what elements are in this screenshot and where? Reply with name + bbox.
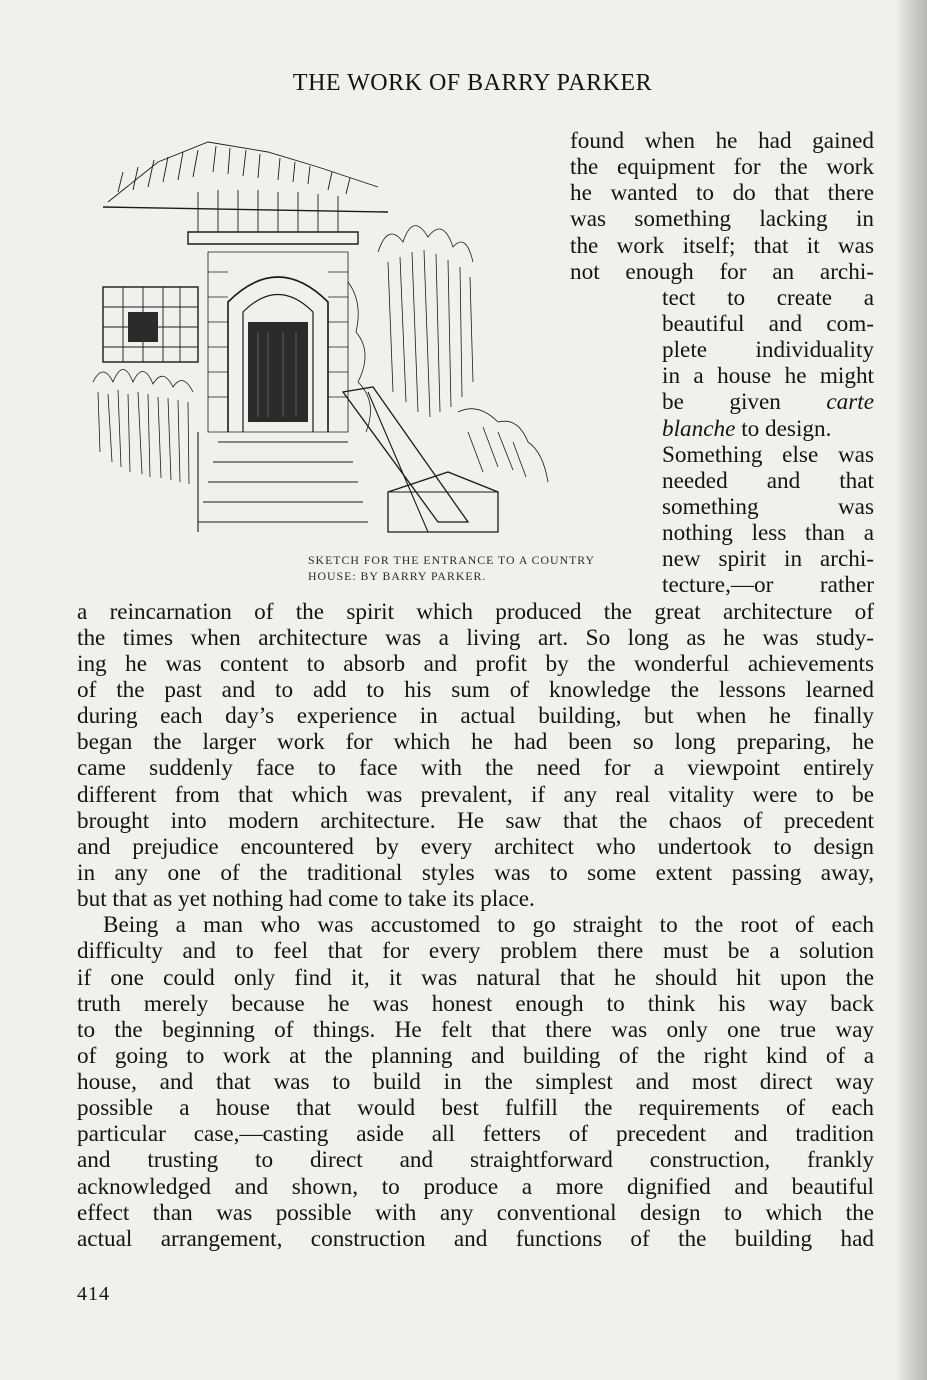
text-line: Being a man who was accustomed to go straight to the root of each [103,912,874,939]
text-line: needed and that [662,467,874,494]
caption-line-2: HOUSE: BY BARRY PARKER. [308,569,487,583]
running-head-title: THE WORK OF BARRY PARKER [292,70,653,96]
text-line: nothing less than a [662,520,874,547]
text-line: house, and that was to build in the simplest and most direct way [77,1069,874,1096]
text-line: effect than was possible with any conventional design to which the [77,1199,874,1226]
text-line: acknowledged and shown, to produce a more dignified and beautiful [77,1173,874,1200]
text-line: but that as yet nothing had come to take its place. [77,886,535,913]
wrap-block-b [77,285,874,599]
text-line: in a house he might [662,363,874,390]
text-line-italic [77,389,874,415]
text-line: tect to create a [662,284,874,311]
text-line: new spirit in archi- [662,546,874,573]
italic-blanche: blanche [662,415,736,442]
text-line: and prejudice encountered by every architect who undertook to design [77,833,874,860]
text-line: tecture,—or rather [662,572,874,599]
text-line: came suddenly face to face with the need for a viewpoint entirely [77,755,874,782]
text-line: something was [662,493,874,520]
page-edge-shadow [897,0,927,1380]
text-line: and trusting to direct and straightforward construction, frankly [77,1147,874,1174]
text-line: he wanted to do that there [570,180,874,207]
text-line: was something lacking in [570,206,874,233]
text-line: found when he had gained [570,128,874,154]
text-line: difficulty and to feel that for every problem there must be a solution [77,938,874,965]
italic-carte: carte [826,389,874,416]
text-line: beautiful and com- [662,310,874,337]
text-line: the equipment for the work [570,154,874,181]
page-number: 414 [77,1283,110,1305]
text-line: of the past and to add to his sum of knowledge the lessons learned [77,676,874,703]
text-line: of going to work at the planning and building of the right kind of a [77,1042,874,1069]
caption-line-1: SKETCH FOR THE ENTRANCE TO A COUNTRY [308,553,596,567]
text-line: the times when architecture was a living art. So long as he was study- [77,624,874,651]
text-line: a reincarnation of the spirit which produced the great architecture of [77,598,874,625]
text-line: plete individuality [662,337,874,364]
text-line: ing he was content to absorb and profit by the wonderful achievements [77,650,874,677]
paragraph-1 [77,599,874,913]
text-line: Something else was [662,441,874,468]
text-fragment: be given [662,389,827,416]
text-line: in any one of the traditional styles was to some extent passing away, [77,859,874,886]
text-line: actual arrangement, construction and functions of the building had [77,1225,874,1252]
text-line-italic [77,416,874,442]
paragraph-2 [77,912,874,1252]
text-line: not enough for an archi- [570,258,874,285]
text-line: to the beginning of things. He felt that there was only one true way [77,1016,874,1043]
text-fragment: to design. [735,415,832,442]
text-line: different from that which was prevalent, if any real vitality were to be [77,781,874,808]
text-line: particular case,—casting aside all fetters of precedent and tradition [77,1121,874,1148]
text-line: truth merely because he was honest enough to think his way back [77,990,874,1017]
text-line: brought into modern architecture. He saw that the chaos of precedent [77,807,874,834]
text-line: possible a house that would best fulfill the requirements of each [77,1095,874,1122]
body-text [77,128,874,1252]
text-line: during each day’s experience in actual building, but when he finally [77,703,874,730]
text-line: began the larger work for which he had been so long preparing, he [77,729,874,756]
text-line: if one could only find it, it was natural that he should hit upon the [77,964,874,991]
text-line: the work itself; that it was [570,232,874,259]
wrap-block-a [77,128,874,285]
